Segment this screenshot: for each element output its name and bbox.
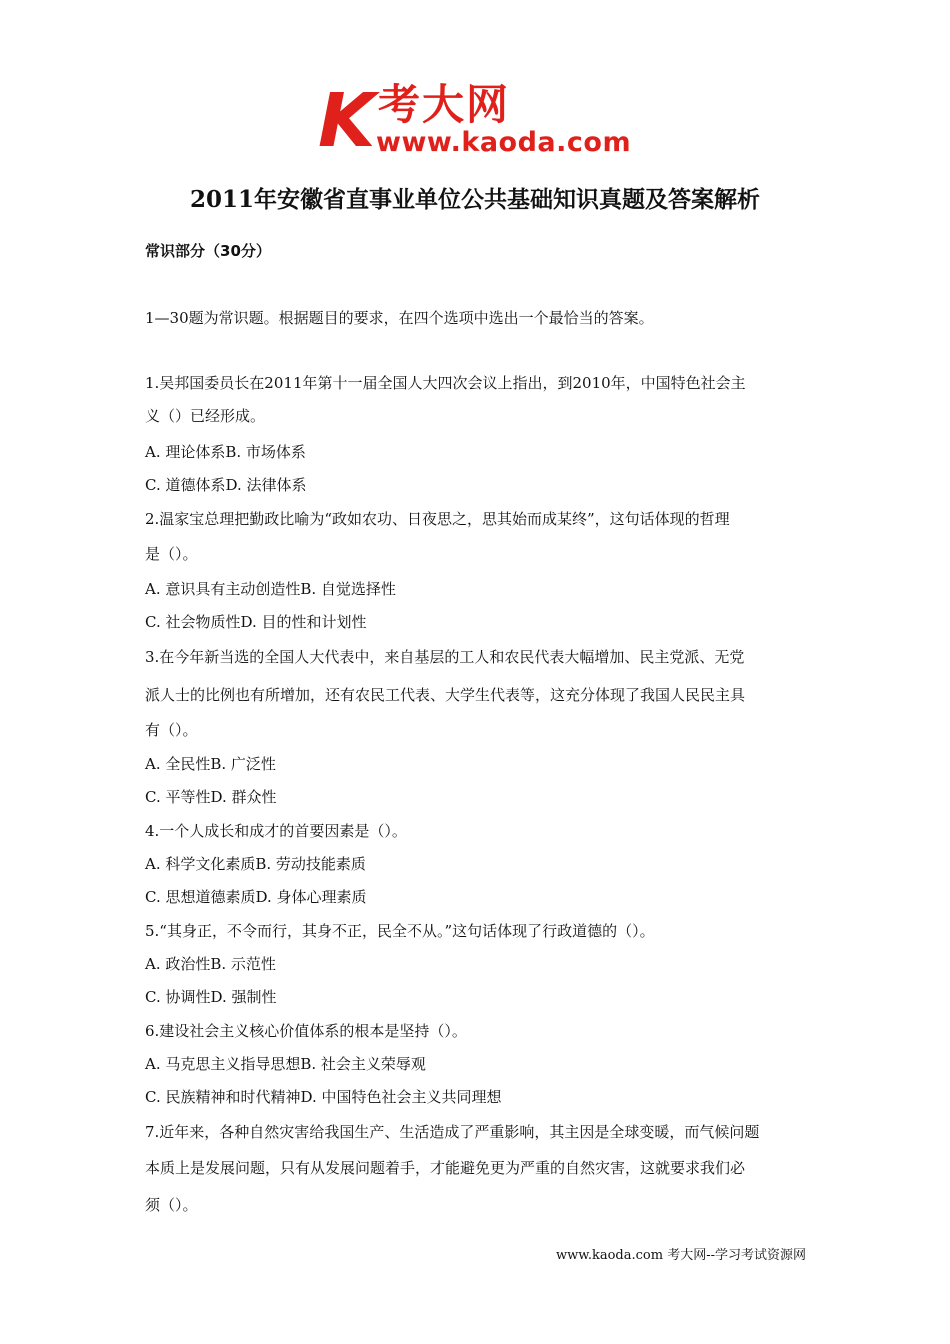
logo-url: www.kaoda.com [376,127,632,158]
text-line: 须（）。 [145,1196,198,1214]
text-line: 4.一个人成长和成才的首要因素是（）。 [145,822,407,840]
kaoda-logo [318,78,638,164]
text-line: A. 意识具有主动创造性B. 自觉选择性 [145,580,396,598]
text-line: C. 思想道德素质D. 身体心理素质 [145,888,367,906]
text-line: A. 理论体系B. 市场体系 [145,443,306,461]
logo-chinese-name: 考大网 [378,80,511,129]
text-line: A. 马克思主义指导思想B. 社会主义荣辱观 [145,1055,426,1073]
instruction-text: 1—30题为常识题。根据题目的要求，在四个选项中选出一个最恰当的答案。 [145,309,654,327]
text-line: A. 科学文化素质B. 劳动技能素质 [145,855,366,873]
text-line: C. 社会物质性D. 目的性和计划性 [145,613,367,631]
logo-k-mark: K [318,78,376,164]
text-line: 有（）。 [145,721,198,739]
text-line: 义（）已经形成。 [145,407,266,425]
text-line: 是（）。 [145,545,198,563]
text-line: 6.建设社会主义核心价值体系的根本是坚持（）。 [145,1022,467,1040]
text-line: C. 道德体系D. 法律体系 [145,476,307,494]
page-footer: www.kaoda.com 考大网--学习考试资源网 [556,1248,806,1263]
section-heading: 常识部分（30分） [145,242,271,260]
text-line: 本质上是发展问题，只有从发展问题着手，才能避免更为严重的自然灾害，这就要求我们必 [145,1159,746,1177]
text-line: 7.近年来，各种自然灾害给我国生产、生活造成了严重影响，其主因是全球变暖，而气候问题 [145,1123,760,1141]
text-line: 5.“其身正，不令而行，其身不正，民全不从。”这句话体现了行政道德的（）。 [145,922,655,940]
text-line: C. 民族精神和时代精神D. 中国特色社会主义共同理想 [145,1088,502,1106]
text-line: 1.吴邦国委员长在2011年第十一届全国人大四次会议上指出，到2010年，中国特色社会主 [145,374,746,392]
document-title: 2011年安徽省直事业单位公共基础知识真题及答案解析 [189,186,760,213]
text-line: A. 全民性B. 广泛性 [145,755,276,773]
text-line: 3.在今年新当选的全国人大代表中，来自基层的工人和农民代表大幅增加、民主党派、无党 [145,648,745,666]
text-line: C. 协调性D. 强制性 [145,988,277,1006]
text-line: 2.温家宝总理把勤政比喻为“政如农功、日夜思之，思其始而成某终”，这句话体现的哲理 [145,510,730,528]
text-line: 派人士的比例也有所增加，还有农民工代表、大学生代表等，这充分体现了我国人民民主具 [145,686,746,704]
text-line: A. 政治性B. 示范性 [145,955,276,973]
text-line: C. 平等性D. 群众性 [145,788,277,806]
